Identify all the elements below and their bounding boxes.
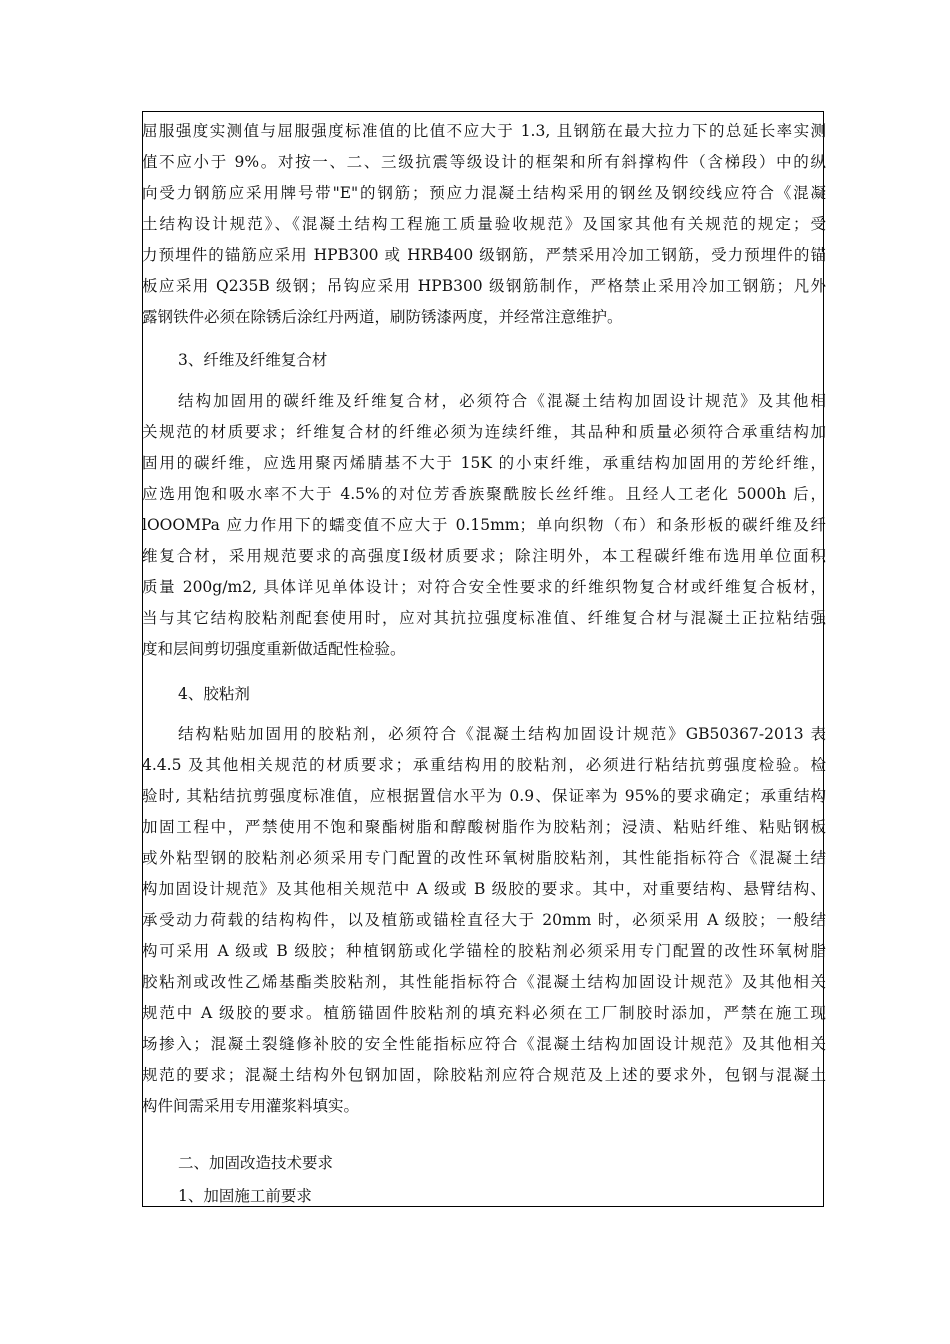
text-line: 板应采用 Q235B 级钢；吊钩应采用 HPB300 级钢筋制作，严格禁止采用冷加工钢筋；凡外 <box>142 277 826 295</box>
text-line: 质量 200g/m2, 具体详见单体设计；对符合安全性要求的纤维织物复合材或纤维复合板材， <box>142 578 826 596</box>
text-line: 屈服强度实测值与屈服强度标准值的比值不应大于 1.3, 且钢筋在最大拉力下的总延长率实测 <box>142 122 826 140</box>
text-line: 维复合材，采用规范要求的高强度Ⅰ级材质要求；除注明外，本工程碳纤维布选用单位面积 <box>142 547 826 565</box>
text-line: 验时, 其粘结抗剪强度标准值，应根据置信水平为 0.9、保证率为 95%的要求确定；承重结构 <box>142 787 826 805</box>
text-line: 结构粘贴加固用的胶粘剂，必须符合《混凝土结构加固设计规范》GB50367-2013 表 <box>178 725 826 743</box>
text-line: 土结构设计规范》、《混凝土结构工程施工质量验收规范》及国家其他有关规范的规定；受 <box>142 215 826 233</box>
paragraph-steel-requirements <box>142 116 826 333</box>
text-line: 结构加固用的碳纤维及纤维复合材，必须符合《混凝土结构加固设计规范》及其他相 <box>178 392 826 410</box>
text-line: 露钢铁件必须在除锈后涂红丹两道，刷防锈漆两度，并经常注意维护。 <box>142 308 623 326</box>
text-line: 加固工程中，严禁使用不饱和聚酯树脂和醇酸树脂作为胶粘剂；浸渍、粘贴纤维、粘贴钢板 <box>142 818 826 836</box>
heading-fiber-composites: 3、纤维及纤维复合材 <box>178 351 328 369</box>
text-line: 力预埋件的锚筋应采用 HPB300 或 HRB400 级钢筋，严禁采用冷加工钢筋，受力预埋件的锚 <box>142 246 826 264</box>
text-line: 胶粘剂或改性乙烯基酯类胶粘剂，其性能指标符合《混凝土结构加固设计规范》及其他相关 <box>142 973 826 991</box>
text-line: 规范的要求；混凝土结构外包钢加固，除胶粘剂应符合规范及上述的要求外，包钢与混凝土 <box>142 1066 826 1084</box>
text-line: lOOOMPa 应力作用下的蠕变值不应大于 0.15mm；单向织物（布）和条形板的碳纤维及纤 <box>142 516 826 534</box>
paragraph-adhesives <box>142 719 826 1122</box>
text-line: 规范中 A 级胶的要求。植筋锚固件胶粘剂的填充料必须在工厂制胶时添加，严禁在施工现 <box>142 1004 826 1022</box>
text-line: 构加固设计规范》及其他相关规范中 A 级或 B 级胶的要求。其中，对重要结构、悬臂结构、 <box>142 880 826 898</box>
text-line: 关规范的材质要求；纤维复合材的纤维必须为连续纤维，其品种和质量必须符合承重结构加 <box>142 423 826 441</box>
text-line: 度和层间剪切强度重新做适配性检验。 <box>142 640 406 658</box>
text-line: 固用的碳纤维，应选用聚丙烯腈基不大于 15K 的小束纤维，承重结构加固用的芳纶纤维， <box>142 454 826 472</box>
text-line: 4.4.5 及其他相关规范的材质要求；承重结构用的胶粘剂，必须进行粘结抗剪强度检验。检 <box>142 756 826 774</box>
text-line: 承受动力荷载的结构构件，以及植筋或锚栓直径大于 20mm 时，必须采用 A 级胶；一般结 <box>142 911 826 929</box>
section-heading-reinforcement-requirements: 二、加固改造技术要求 <box>178 1154 334 1172</box>
subsection-heading-pre-construction: 1、加固施工前要求 <box>178 1187 312 1205</box>
text-line: 值不应小于 9%。对按一、二、三级抗震等级设计的框架和所有斜撑构件（含梯段）中的纵 <box>142 153 826 171</box>
text-line: 构可采用 A 级或 B 级胶；种植钢筋或化学锚栓的胶粘剂必须采用专门配置的改性环氧树脂 <box>142 942 826 960</box>
paragraph-fiber-composites <box>142 386 826 665</box>
text-line: 应选用饱和吸水率不大于 4.5%的对位芳香族聚酰胺长丝纤维。且经人工老化 5000h 后， <box>142 485 826 503</box>
text-line: 构件间需采用专用灌浆料填实。 <box>142 1097 360 1115</box>
text-line: 当与其它结构胶粘剂配套使用时，应对其抗拉强度标准值、纤维复合材与混凝土正拉粘结强 <box>142 609 826 627</box>
text-line: 或外粘型钢的胶粘剂必须采用专门配置的改性环氧树脂胶粘剂，其性能指标符合《混凝土结 <box>142 849 826 867</box>
text-line: 向受力钢筋应采用牌号带"E"的钢筋；预应力混凝土结构采用的钢丝及钢绞线应符合《混凝 <box>142 184 826 202</box>
text-line: 场掺入；混凝土裂缝修补胶的安全性能指标应符合《混凝土结构加固设计规范》及其他相关 <box>142 1035 826 1053</box>
heading-adhesives: 4、胶粘剂 <box>178 685 250 703</box>
